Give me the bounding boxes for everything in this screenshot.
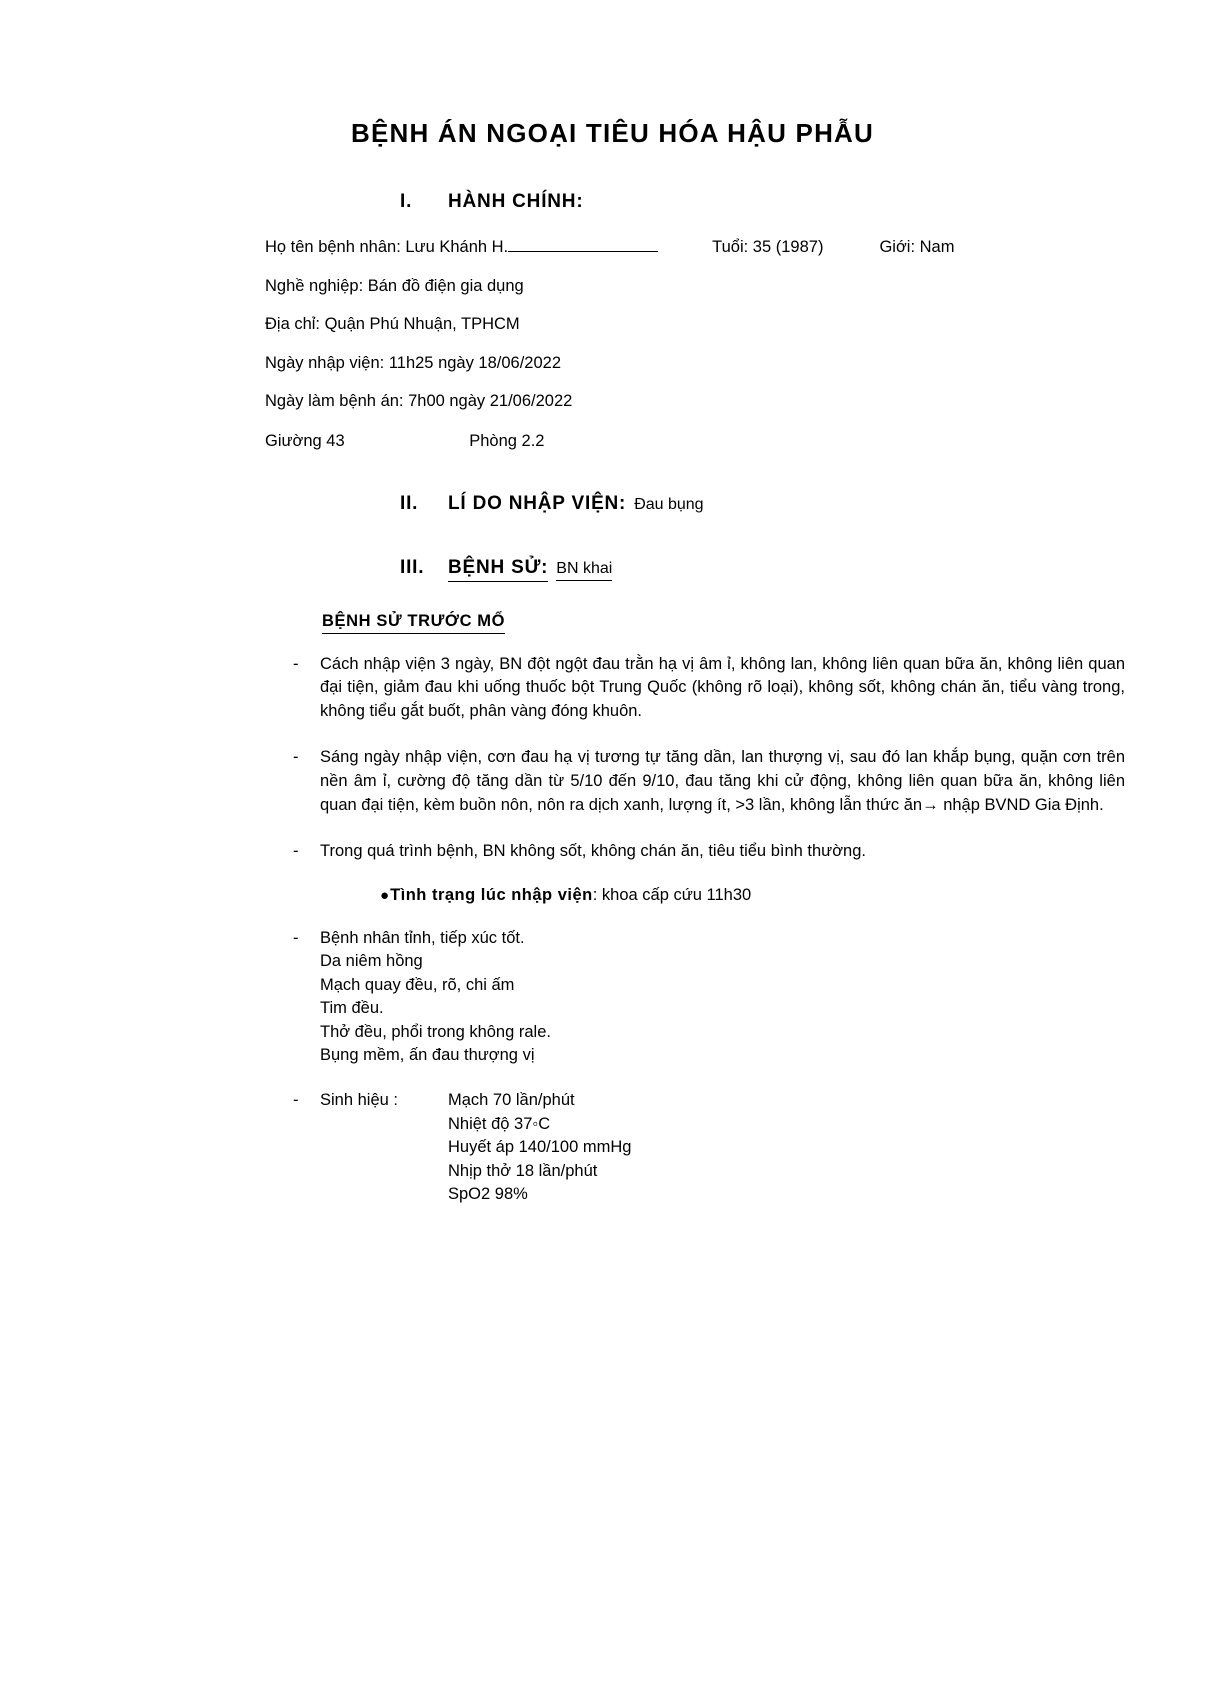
exam-line: Da niêm hồng xyxy=(320,952,423,971)
admission-status-label: Tình trạng lúc nhập viện xyxy=(390,885,593,904)
bullet-dot-icon: ● xyxy=(380,886,390,904)
vital-signs-values xyxy=(448,1089,631,1206)
preop-history-list xyxy=(0,653,1225,864)
admin-line-admission-date: Ngày nhập viện: 11h25 ngày 18/06/2022 xyxy=(265,353,562,372)
list-item-text: Trong quá trình bệnh, BN không sốt, không chán ăn, tiêu tiểu bình thường. xyxy=(320,842,866,861)
section-heading-admin xyxy=(400,191,1225,213)
dash-marker: - xyxy=(293,1091,299,1110)
section-title-reason: LÍ DO NHẬP VIỆN: xyxy=(448,492,627,514)
list-item xyxy=(293,746,1125,818)
patient-name-field: Họ tên bệnh nhân: Lưu Khánh H. xyxy=(265,238,509,256)
document-page xyxy=(0,118,1225,1703)
reason-value: Đau bụng xyxy=(634,495,704,513)
dash-marker: - xyxy=(293,748,299,767)
section-heading-history xyxy=(400,557,1225,582)
admission-status-value: : khoa cấp cứu 11h30 xyxy=(592,885,752,904)
subsection-preop-history xyxy=(322,612,1225,631)
section-numeral-i: I. xyxy=(400,191,413,212)
exam-line: Bụng mềm, ấn đau thượng vị xyxy=(320,1046,535,1065)
exam-line: Mạch quay đều, rõ, chi ấm xyxy=(320,975,515,994)
history-value: BN khai xyxy=(556,560,612,581)
list-item-text: Cách nhập viện 3 ngày, BN đột ngột đau trằn hạ vị âm ỉ, không lan, không liên quan bữa ăn, không liên quan đại tiện, giảm đau khi uống thuốc bột Trung Quốc (không rõ loại), không sốt, không chán ăn, tiểu vàng trong, không tiểu gắt buốt, phân vàng đóng khuôn. xyxy=(320,654,1125,721)
vital-spo2: SpO2 98% xyxy=(448,1185,528,1204)
dash-marker: - xyxy=(293,654,299,673)
admin-line-occupation: Nghề nghiệp: Bán đồ điện gia dụng xyxy=(265,276,524,295)
section-title-history: BỆNH SỬ: xyxy=(448,557,548,582)
admin-line-bed-room xyxy=(265,432,1225,451)
section-numeral-ii: II. xyxy=(400,492,419,514)
admission-status-note xyxy=(380,886,1225,905)
list-item xyxy=(293,1089,1125,1206)
vital-temperature: Nhiệt độ 37◦C xyxy=(448,1114,551,1133)
list-item xyxy=(293,653,1125,725)
list-item xyxy=(293,927,1125,1068)
exam-line: Thở đều, phổi trong không rale. xyxy=(320,1022,551,1041)
vital-respiratory-rate: Nhịp thở 18 lần/phút xyxy=(448,1161,598,1180)
exam-line: Tim đều. xyxy=(320,999,384,1018)
section-heading-reason xyxy=(400,493,1225,515)
admin-line-name-age-sex xyxy=(265,239,1225,256)
admin-line-record-date: Ngày làm bệnh án: 7h00 ngày 21/06/2022 xyxy=(265,392,573,410)
patient-sex-field: Giới: Nam xyxy=(879,238,955,256)
admin-line-address: Địa chỉ: Quận Phú Nhuận, TPHCM xyxy=(265,315,520,333)
exam-line: Bệnh nhân tỉnh, tiếp xúc tốt. xyxy=(320,928,525,947)
room-number: Phòng 2.2 xyxy=(469,431,545,450)
list-item xyxy=(293,840,1125,864)
vital-signs xyxy=(320,1089,1125,1206)
page-title: BỆNH ÁN NGOẠI TIÊU HÓA HẬU PHẪU xyxy=(350,118,875,148)
exam-findings xyxy=(320,927,1125,1068)
section-title-admin: HÀNH CHÍNH: xyxy=(448,191,584,212)
admission-exam-list xyxy=(0,927,1225,1207)
name-underline-fill xyxy=(508,251,658,252)
dash-marker: - xyxy=(293,842,299,861)
subsection-preop-history-label: BỆNH SỬ TRƯỚC MỔ xyxy=(322,612,505,634)
vital-pulse: Mạch 70 lần/phút xyxy=(448,1091,575,1110)
vital-signs-label: Sinh hiệu : xyxy=(320,1091,398,1110)
list-item-text: Sáng ngày nhập viện, cơn đau hạ vị tương tự tăng dần, lan thượng vị, sau đó lan khắp bụng, quặn cơn trên nền âm ỉ, cường độ tăng dần từ 5/10 đến 9/10, đau tăng khi cử động, không liên quan bữa ăn, không liên quan đại tiện, kèm buồn nôn, nôn ra dịch xanh, lượng ít, >3 lần, không lẫn thức ăn→ nhập BVND Gia Định. xyxy=(320,748,1125,815)
dash-marker: - xyxy=(293,928,299,947)
vital-blood-pressure: Huyết áp 140/100 mmHg xyxy=(448,1138,632,1157)
bed-number: Giường 43 xyxy=(265,431,345,450)
section-numeral-iii: III. xyxy=(400,556,425,578)
patient-age-field: Tuổi: 35 (1987) xyxy=(712,238,824,256)
admin-info-block xyxy=(265,239,1225,410)
